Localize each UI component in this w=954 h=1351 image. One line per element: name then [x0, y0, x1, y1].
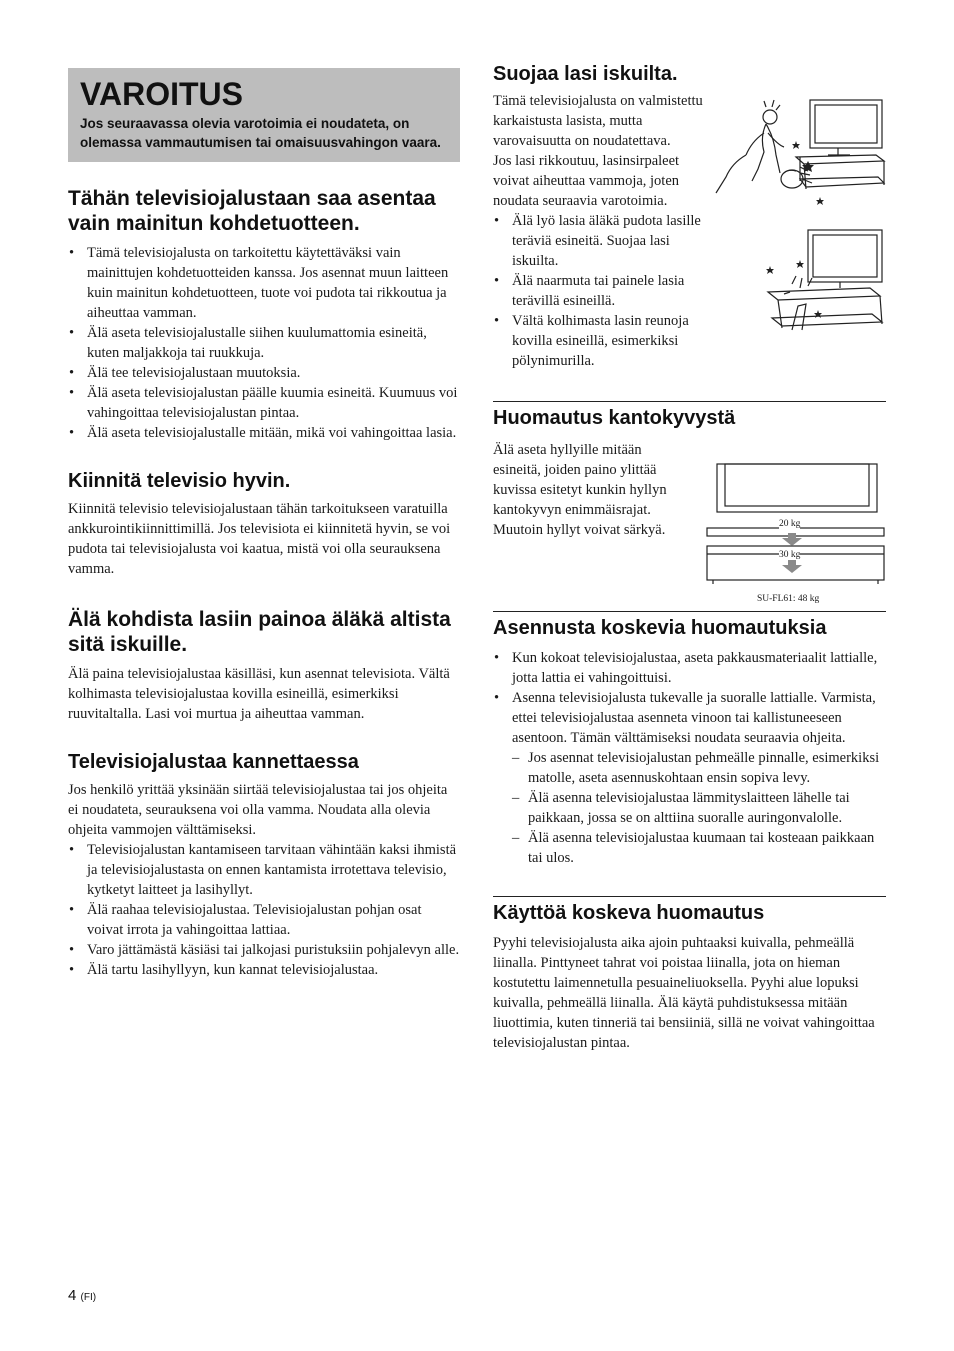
protect-glass-text2: Jos lasi rikkoutuu, lasinsirpaleet voivat aiheuttaa vammoja, joten noudata seuraavia varotoimia.	[493, 153, 680, 209]
installation-sublist	[512, 748, 886, 868]
section-heading-glass-pressure: Älä kohdista lasiin painoa äläkä altista sitä iskuille.	[68, 608, 451, 656]
section-heading-target-product: Tähän televisiojalustaan saa asentaa vain mainitun kohdetuotteen.	[68, 187, 436, 235]
sub-list-item: – Älä asenna televisiojalustaa kuumaan tai kosteaan paikkaan tai ulos.	[512, 828, 886, 868]
protect-glass-list	[493, 211, 705, 371]
shelf-diagram	[705, 462, 886, 610]
language-code: (FI)	[80, 1292, 97, 1303]
secure-tv-text: Kiinnitä televisio televisiojalustaan tähän tarkoitukseen varatuilla ankkurointikiinnittimillä. Jos televisiota ei kiinnitetä hyvin, se voi pudota tai televisiojalusta voi kaatua, mistä voi olla seurauksena vamma.	[68, 501, 451, 577]
section-heading-carrying: Televisiojalustaa kannettaessa	[68, 751, 359, 773]
page-footer	[68, 1287, 96, 1304]
vacuum-cleaner-illustration	[708, 97, 886, 209]
load-capacity-text: Älä aseta hyllyille mitään esineitä, joiden paino ylittää kuvissa esitetyt kunkin hyllyn kantokyvyn enimmäisrajat. Muutoin hyllyt voivat särkyä.	[493, 442, 667, 538]
list-item: • Televisiojalustan kantamiseen tarvitaan vähintään kaksi ihmistä ja televisiojalustasta on ennen kantamista irrotettava televisio, kytketyt laitteet ja lasihyllyt.	[68, 840, 460, 900]
figure-caption: SU-FL61: 48 kg	[757, 594, 820, 604]
sub-list-item: – Jos asennat televisiojalustan pehmeälle pinnalle, esimerkiksi matolle, aseta asennuskohtaan ensin sopiva levy.	[512, 748, 886, 788]
list-item: • Älä aseta televisiojalustalle mitään, mikä voi vahingoittaa lasia.	[68, 423, 460, 443]
list-item: • Älä raahaa televisiojalustaa. Televisiojalustan pohjan osat voivat irrota ja vahingoittaa lattiaa.	[68, 900, 460, 940]
list-item: • Älä tee televisiojalustaan muutoksia.	[68, 363, 460, 383]
list-item: • Vältä kolhimasta lasin reunoja kovilla esineillä, esimerkiksi pölynimurilla.	[493, 311, 705, 371]
warning-title: VAROITUS	[80, 76, 243, 112]
list-item: • Älä aseta televisiojalustan päälle kuumia esineitä. Kuumuus voi vahingoittaa televisiojalustan pintaa.	[68, 383, 460, 423]
list-item: • Älä naarmuta tai painele lasia terävillä esineillä.	[493, 271, 705, 311]
list-item: • Varo jättämästä käsiäsi tai jalkojasi puristuksiin pohjalevyn alle.	[68, 940, 460, 960]
protect-glass-text1: Tämä televisiojalusta on valmistettu karkaistusta lasista, mutta varovaisuutta on noudatettava.	[493, 93, 703, 149]
glass-pressure-text: Älä paina televisiojalustaa käsilläsi, kun asennat televisiota. Vältä kolhimasta televisiojalustaa kovilla esineillä, esimerkiksi ruuvitaltalla. Lasi voi murtua ja aiheuttaa vamman.	[68, 666, 450, 722]
list-item: • Kun kokoat televisiojalustaa, aseta pakkausmateriaalit lattialle, jotta lattia ei vahingoittuisi.	[493, 648, 886, 688]
protect-glass-textblock	[493, 91, 705, 371]
list-item	[493, 688, 886, 868]
dropping-object-illustration	[762, 226, 886, 334]
carrying-text: Jos henkilö yrittää yksinään siirtää televisiojalustaa tai jos ohjeita ei noudateta, seurauksena voi olla vamma. Noudata alla olevia ohjeita vammojen välttämiseksi.	[68, 782, 448, 838]
list-item: • Tämä televisiojalusta on tarkoitettu käytettäväksi vain mainittujen kohdetuotteiden kanssa. Jos asennat muun laitteen kuin mainitun kohdetuotteen, tuote voi pudota tai rikkoutua ja aiheuttaa vamman.	[68, 243, 460, 323]
usage-text: Pyyhi televisiojalusta aika ajoin puhtaaksi kuivalla, pehmeällä liinalla. Pinttyneet tahrat voi poistaa liinalla, jota on hieman kostutettu laimennetulla pesuaineliuoksella. Pyyhi alue lopuksi kuivalla, pehmeällä liinalla. Älä käytä puhdistuksessa mitään liuottimia, kuten tinneriä tai bensiiniä, sillä ne voivat vahingoittaa televisiojalustan pintaa.	[493, 935, 875, 1051]
list-item: • Älä lyö lasia äläkä pudota lasille teräviä esineitä. Suojaa lasi iskuilta.	[493, 211, 705, 271]
section-heading-secure-tv: Kiinnitä televisio hyvin.	[68, 470, 291, 492]
target-product-list	[68, 243, 460, 443]
page-number: 4	[68, 1287, 77, 1304]
warning-text: Jos seuraavassa olevia varotoimia ei noudateta, on olemassa vammautumisen tai omaisuusvahingon vaara.	[80, 116, 441, 150]
list-item-text: Asenna televisiojalusta tukevalle ja suoralle lattialle. Varmista, ettei televisiojalustaa asenneta vinoon tai kallistuneeseen asentoon. Tämän välttämiseksi noudata seuraavia ohjeita.	[512, 690, 876, 746]
sub-list-item: – Älä asenna televisiojalustaa lämmityslaitteen lähelle tai paikkaan, jossa se on alttiina suoralle auringonvalolle.	[512, 788, 886, 828]
load-capacity-figure	[705, 462, 886, 610]
section-heading-load-capacity: Huomautus kantokyvystä	[493, 401, 886, 430]
installation-list	[493, 648, 886, 868]
section-heading-protect-glass: Suojaa lasi iskuilta.	[493, 63, 678, 85]
top-shelf-weight: 20 kg	[779, 519, 801, 529]
list-item: • Älä aseta televisiojalustalle siihen kuulumattomia esineitä, kuten maljakkoja tai ruukkuja.	[68, 323, 460, 363]
list-item: • Älä tartu lasihyllyyn, kun kannat televisiojalustaa.	[68, 960, 460, 980]
section-heading-installation: Asennusta koskevia huomautuksia	[493, 611, 886, 640]
section-heading-usage: Käyttöä koskeva huomautus	[493, 896, 886, 925]
warning-box	[68, 68, 460, 162]
carrying-list	[68, 840, 460, 980]
left-column	[68, 68, 460, 980]
bottom-shelf-weight: 30 kg	[779, 550, 801, 560]
